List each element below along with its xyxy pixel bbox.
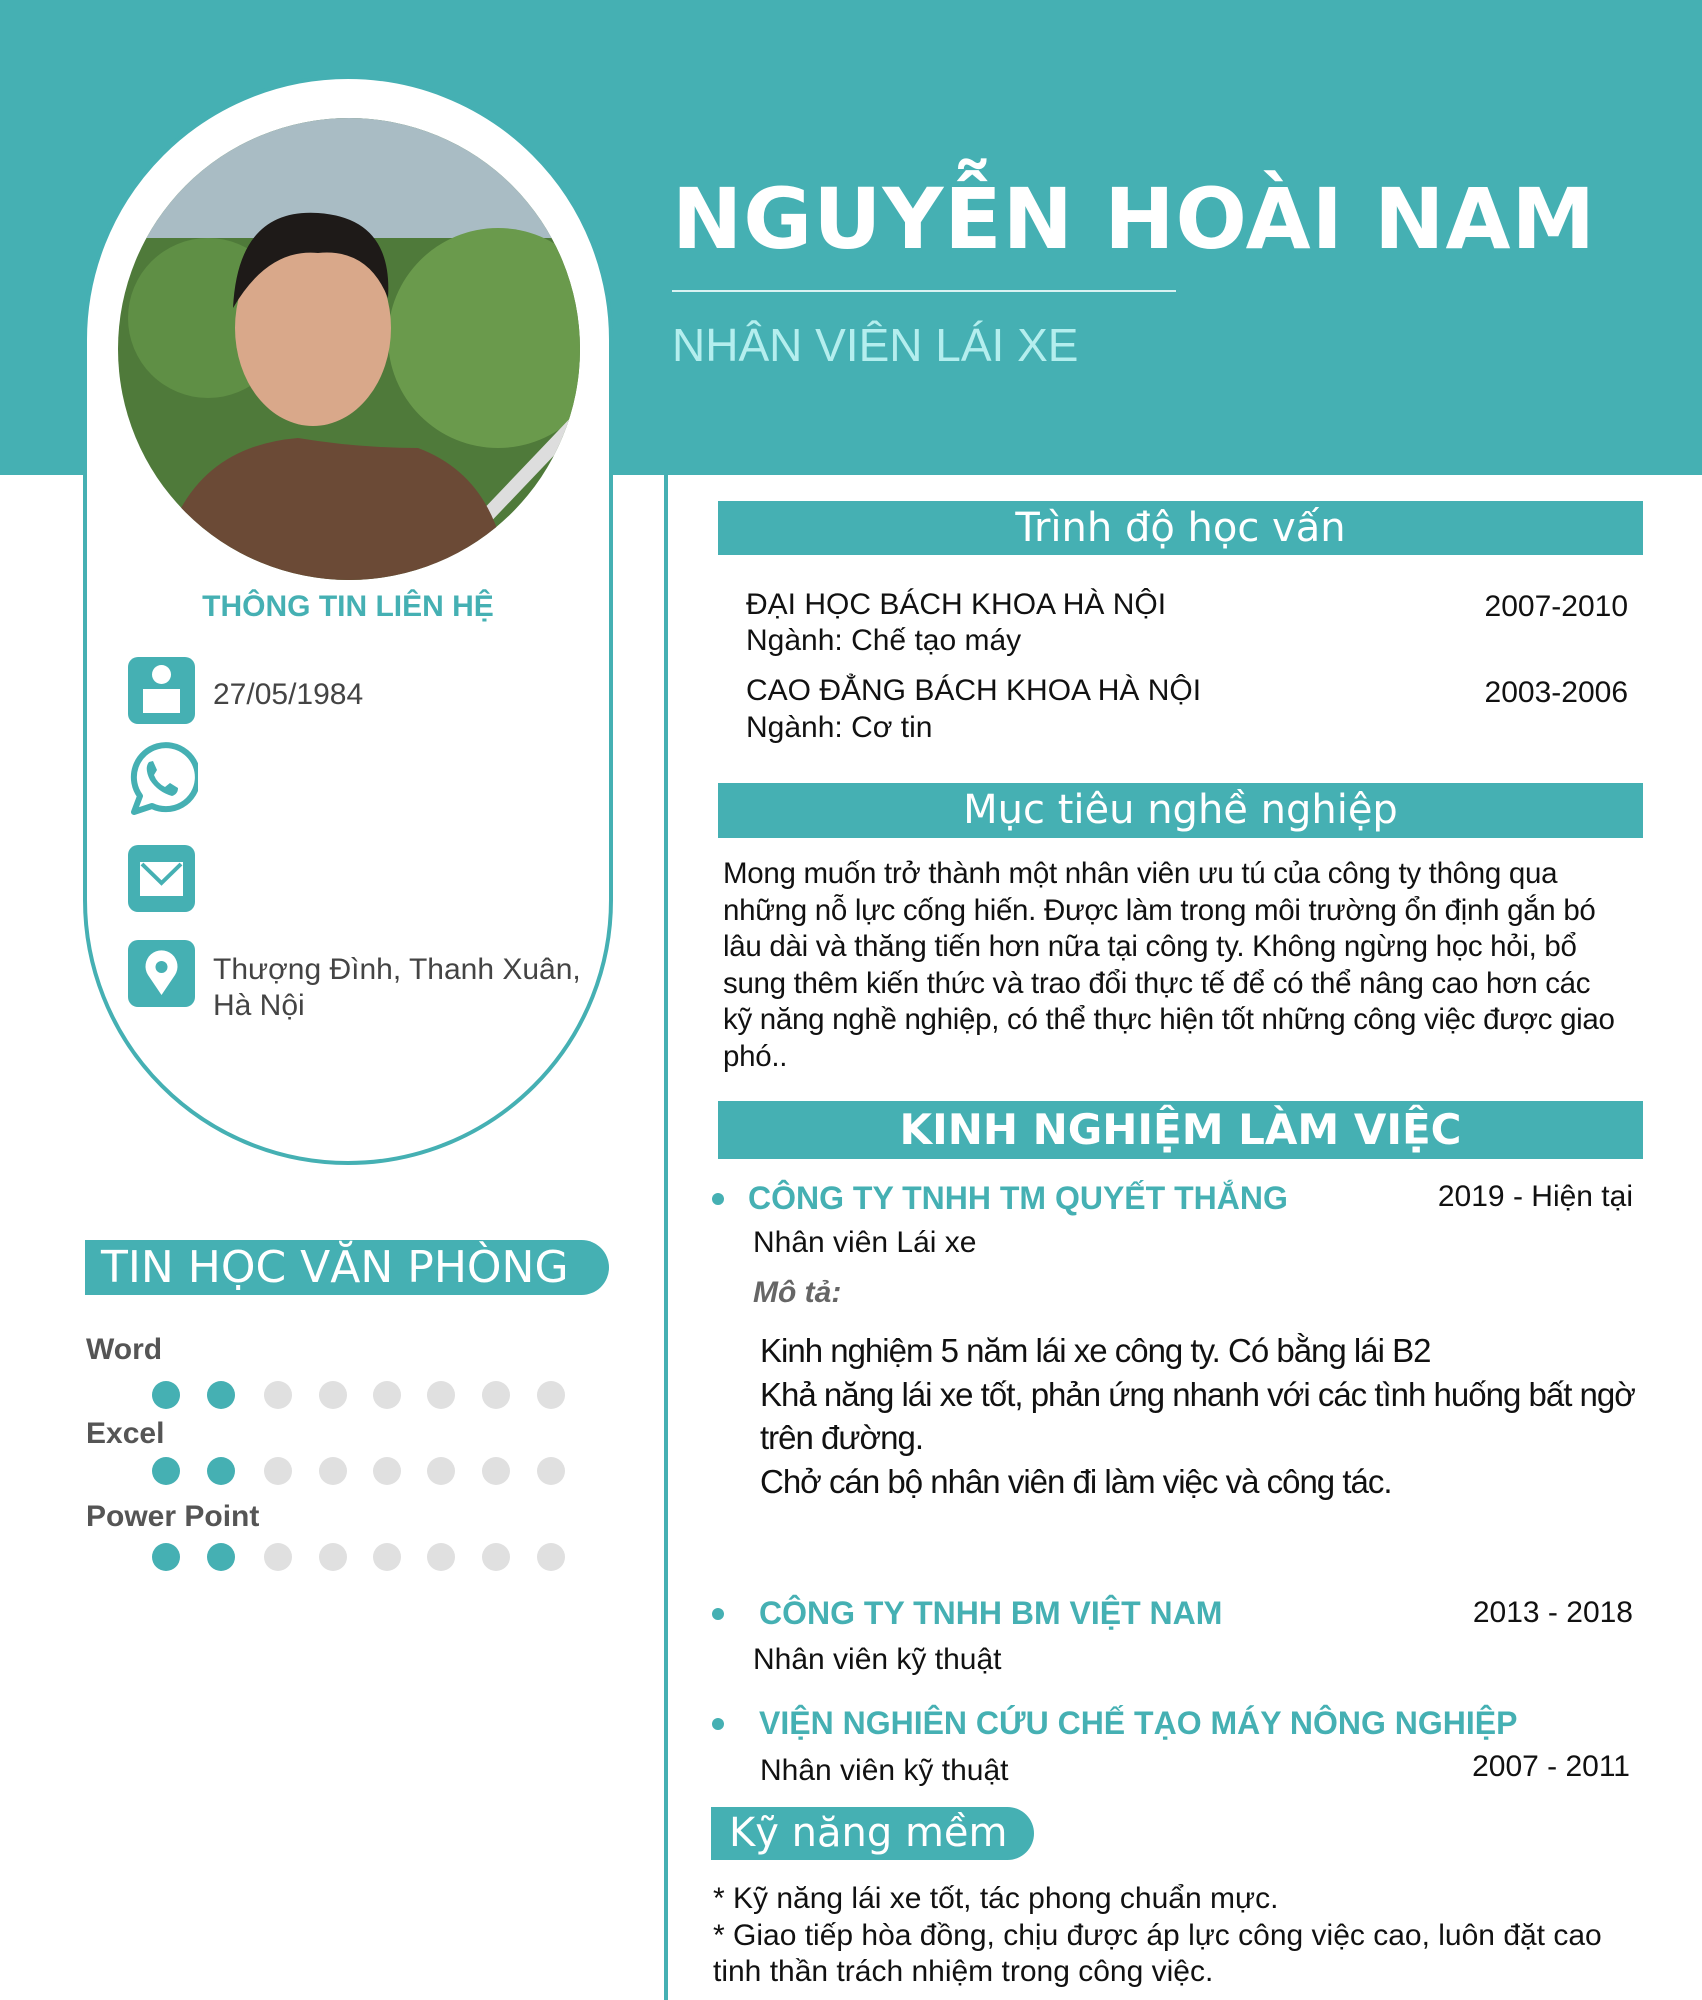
job-years-1: 2019 - Hiện tại [1437,1180,1633,1213]
rating-dot-empty [427,1543,455,1571]
job-title: NHÂN VIÊN LÁI XE [672,319,1079,371]
job-desc-line: Khả năng lái xe tốt, phản ứng nhanh với các tình huống bất ngờ trên đường. [760,1375,1635,1456]
experience-heading: KINH NGHIỆM LÀM VIỆC [718,1101,1643,1159]
address-line-2: Hà Nội [213,989,305,1022]
skill-label: Power Point [86,1500,260,1533]
education-school-1: ĐẠI HỌC BÁCH KHOA HÀ NỘI [746,588,1167,621]
rating-dot-empty [264,1381,292,1409]
rating-dot-empty [319,1381,347,1409]
education-years-2: 2003-2006 [1484,676,1628,709]
soft-skill-item: * Kỹ năng lái xe tốt, tác phong chuẩn mực. [713,1882,1279,1915]
job-position-2: Nhân viên kỹ thuật [753,1643,1002,1676]
rating-dot-empty [427,1381,455,1409]
rating-dot-empty [319,1543,347,1571]
bullet-icon [712,1718,724,1730]
rating-dot-filled [207,1457,235,1485]
rating-dot-empty [537,1381,565,1409]
rating-dot-empty [482,1457,510,1485]
person-icon [128,657,195,724]
address-line-1: Thượng Đình, Thanh Xuân, [213,953,581,986]
soft-skills-list [713,1881,1643,1991]
email-icon [128,845,195,912]
job-years-3: 2007 - 2011 [1472,1750,1630,1783]
education-heading: Trình độ học vấn [718,501,1643,555]
column-divider [664,475,668,2000]
it-skills-heading: TIN HỌC VĂN PHÒNG [85,1240,609,1295]
skill-label: Excel [86,1417,165,1450]
job-position-3: Nhân viên kỹ thuật [760,1754,1009,1787]
candidate-name: NGUYỄN HOÀI NAM [672,170,1597,268]
education-school-2: CAO ĐẲNG BÁCH KHOA HÀ NỘI [746,674,1202,707]
job-years-2: 2013 - 2018 [1472,1596,1633,1629]
rating-dot-empty [482,1381,510,1409]
rating-dot-empty [482,1543,510,1571]
rating-dot-empty [373,1381,401,1409]
birthday-text: 27/05/1984 [213,678,364,711]
rating-dot-filled [152,1457,180,1485]
rating-dot-empty [373,1457,401,1485]
objective-text: Mong muốn trở thành một nhân viên ưu tú của công ty thông qua những nỗ lực cống hiến. Được làm trong môi trường ổn định gắn bó lâu dài và thăng tiến hơn nữa tại công ty. Không ngừng học hỏi, bổ sung thêm kiến thức và trao đổi thực tế để có thể nâng cao hơn các kỹ năng nghề nghiệp, có thể thực hiện tốt những công việc được giao phó.. [723,857,1615,1073]
rating-dot-empty [373,1543,401,1571]
job-desc-line: Kinh nghiệm 5 năm lái xe công ty. Có bằng lái B2 [760,1332,1431,1369]
objective-heading: Mục tiêu nghề nghiệp [718,783,1643,838]
rating-dot-filled [207,1543,235,1571]
skill-label: Word [86,1333,163,1366]
education-major-2: Ngành: Cơ tin [746,711,933,744]
rating-dot-filled [152,1543,180,1571]
job-company-1: CÔNG TY TNHH TM QUYẾT THẮNG [748,1180,1288,1216]
education-major-1: Ngành: Chế tạo máy [746,624,1022,657]
contact-heading: THÔNG TIN LIÊN HỆ [202,590,494,623]
job-position-1: Nhân viên Lái xe [753,1226,977,1259]
location-pin-icon [128,940,195,1007]
job-desc-1 [760,1329,1640,1503]
rating-dot-filled [207,1381,235,1409]
job-company-3: VIỆN NGHIÊN CỨU CHẾ TẠO MÁY NÔNG NGHIỆP [759,1705,1518,1741]
address-text [213,952,581,1024]
profile-photo [118,118,580,580]
rating-dot-empty [537,1457,565,1485]
rating-dot-empty [427,1457,455,1485]
bullet-icon [712,1193,724,1205]
rating-dot-empty [319,1457,347,1485]
rating-dot-empty [264,1543,292,1571]
name-divider [672,290,1176,292]
job-company-2: CÔNG TY TNHH BM VIỆT NAM [759,1595,1223,1631]
soft-skill-item: * Giao tiếp hòa đồng, chịu được áp lực công việc cao, luôn đặt cao tinh thần trách nhiệm trong công việc. [713,1918,1602,1988]
rating-dot-empty [264,1457,292,1485]
rating-dot-filled [152,1381,180,1409]
soft-skills-heading: Kỹ năng mềm [711,1807,1034,1860]
job-desc-label: Mô tả: [753,1276,842,1309]
whatsapp-icon [124,740,198,816]
job-desc-line: Chở cán bộ nhân viên đi làm việc và công tác. [760,1462,1392,1500]
rating-dot-empty [537,1543,565,1571]
education-years-1: 2007-2010 [1484,590,1628,623]
bullet-icon [712,1608,724,1620]
